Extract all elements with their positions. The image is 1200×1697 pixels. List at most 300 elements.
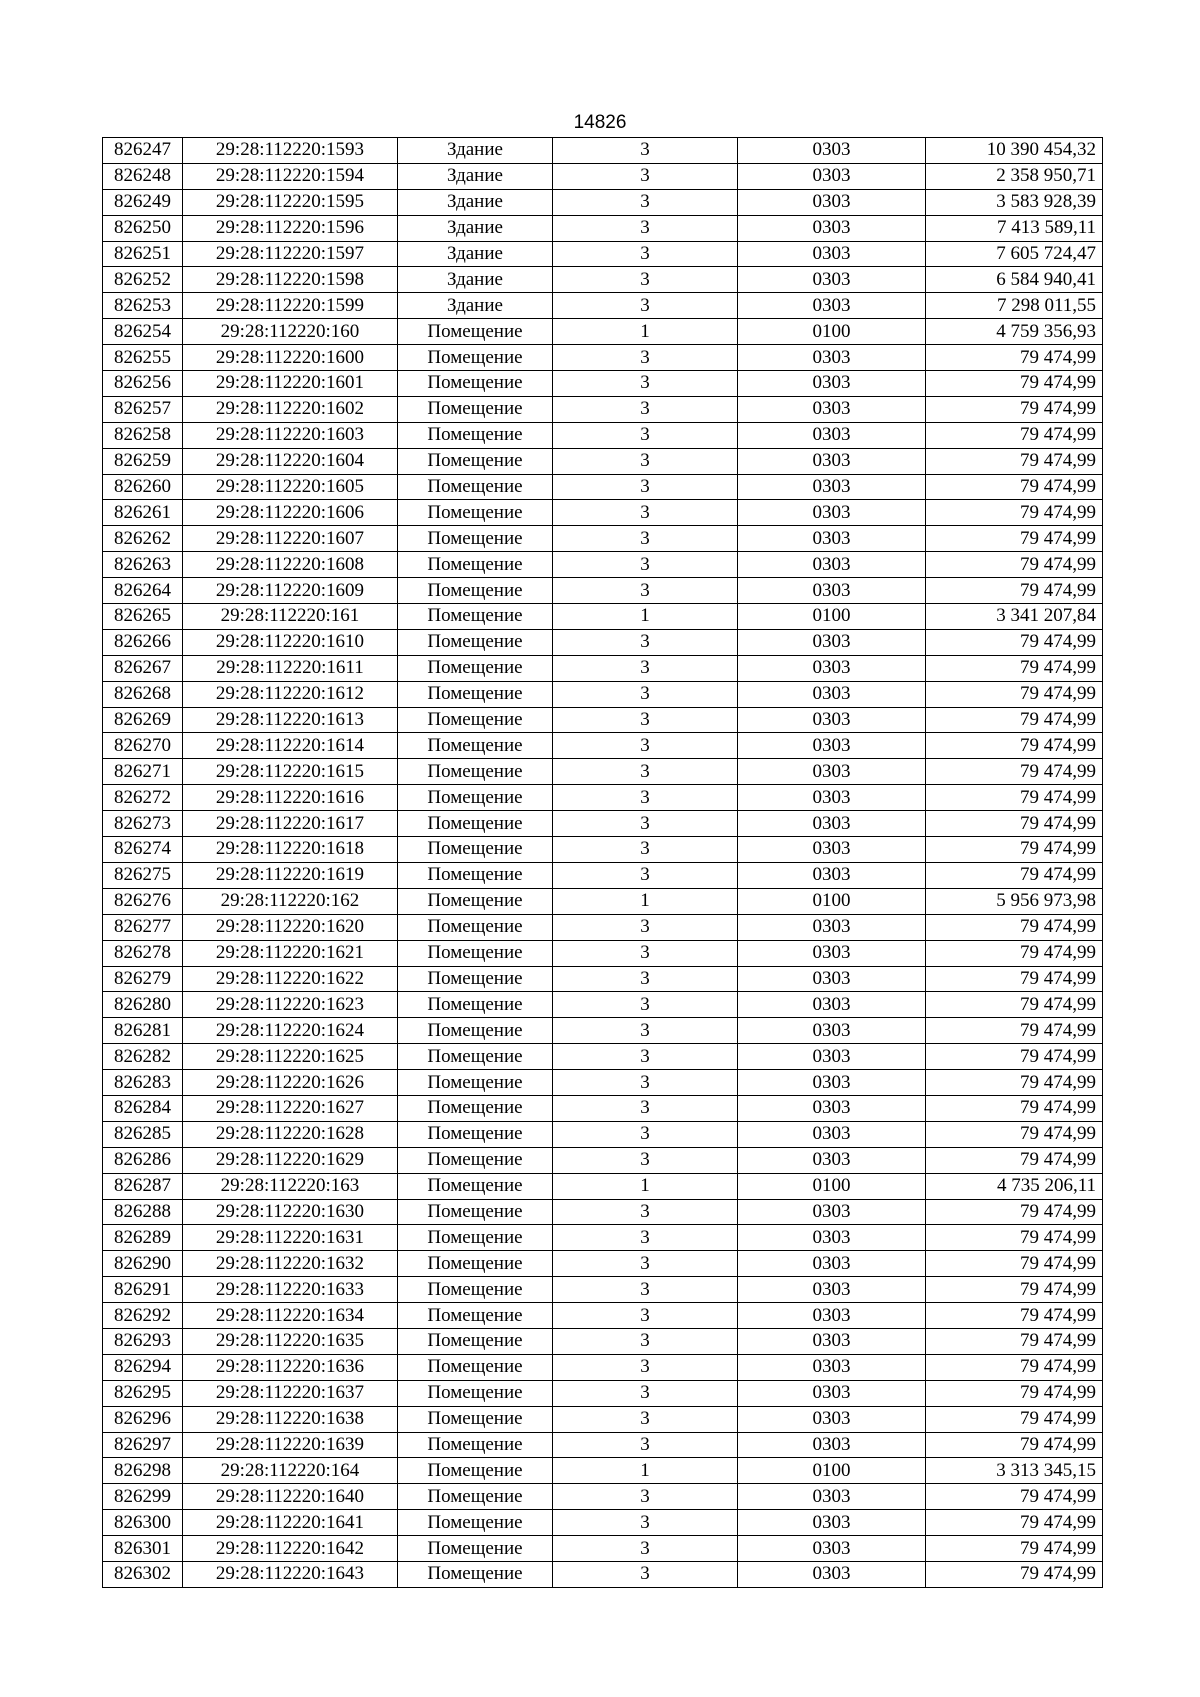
object-type-cell: Помещение bbox=[398, 1225, 553, 1251]
object-type-cell: Помещение bbox=[398, 1354, 553, 1380]
cadastral-value-cell: 3 583 928,39 bbox=[926, 189, 1103, 215]
cadastral-number-cell: 29:28:112220:1594 bbox=[183, 163, 398, 189]
row-number-cell: 826264 bbox=[103, 578, 183, 604]
code-cell: 0303 bbox=[738, 267, 926, 293]
table-row bbox=[103, 293, 1103, 319]
object-type-cell: Помещение bbox=[398, 1328, 553, 1354]
cadastral-number-cell: 29:28:112220:1631 bbox=[183, 1225, 398, 1251]
cadastral-value-cell: 79 474,99 bbox=[926, 940, 1103, 966]
cadastral-value-cell: 79 474,99 bbox=[926, 1328, 1103, 1354]
object-type-cell: Помещение bbox=[398, 448, 553, 474]
cadastral-value-cell: 79 474,99 bbox=[926, 655, 1103, 681]
group-cell: 3 bbox=[553, 189, 738, 215]
cadastral-number-cell: 29:28:112220:1625 bbox=[183, 1044, 398, 1070]
code-cell: 0303 bbox=[738, 241, 926, 267]
row-number-cell: 826298 bbox=[103, 1458, 183, 1484]
table-row bbox=[103, 163, 1103, 189]
code-cell: 0303 bbox=[738, 1147, 926, 1173]
row-number-cell: 826286 bbox=[103, 1147, 183, 1173]
code-cell: 0303 bbox=[738, 215, 926, 241]
cadastral-value-cell: 79 474,99 bbox=[926, 837, 1103, 863]
cadastral-number-cell: 29:28:112220:1614 bbox=[183, 733, 398, 759]
registry-table-body bbox=[103, 138, 1103, 1588]
group-cell: 3 bbox=[553, 1380, 738, 1406]
cadastral-value-cell: 79 474,99 bbox=[926, 1510, 1103, 1536]
code-cell: 0303 bbox=[738, 1199, 926, 1225]
object-type-cell: Помещение bbox=[398, 552, 553, 578]
table-row bbox=[103, 1380, 1103, 1406]
code-cell: 0303 bbox=[738, 1561, 926, 1587]
code-cell: 0303 bbox=[738, 1354, 926, 1380]
table-row bbox=[103, 500, 1103, 526]
group-cell: 3 bbox=[553, 1328, 738, 1354]
group-cell: 3 bbox=[553, 1277, 738, 1303]
object-type-cell: Помещение bbox=[398, 396, 553, 422]
group-cell: 3 bbox=[553, 163, 738, 189]
row-number-cell: 826291 bbox=[103, 1277, 183, 1303]
table-row bbox=[103, 319, 1103, 345]
table-row bbox=[103, 1561, 1103, 1587]
table-row bbox=[103, 1432, 1103, 1458]
cadastral-value-cell: 79 474,99 bbox=[926, 474, 1103, 500]
group-cell: 3 bbox=[553, 1406, 738, 1432]
code-cell: 0303 bbox=[738, 1510, 926, 1536]
object-type-cell: Помещение bbox=[398, 1406, 553, 1432]
row-number-cell: 826275 bbox=[103, 862, 183, 888]
code-cell: 0303 bbox=[738, 707, 926, 733]
table-row bbox=[103, 1070, 1103, 1096]
cadastral-number-cell: 29:28:112220:1610 bbox=[183, 629, 398, 655]
table-row bbox=[103, 1458, 1103, 1484]
group-cell: 3 bbox=[553, 1484, 738, 1510]
group-cell: 1 bbox=[553, 1458, 738, 1484]
table-row bbox=[103, 1303, 1103, 1329]
cadastral-number-cell: 29:28:112220:1599 bbox=[183, 293, 398, 319]
table-row bbox=[103, 422, 1103, 448]
cadastral-value-cell: 79 474,99 bbox=[926, 707, 1103, 733]
row-number-cell: 826277 bbox=[103, 914, 183, 940]
object-type-cell: Помещение bbox=[398, 785, 553, 811]
cadastral-value-cell: 4 759 356,93 bbox=[926, 319, 1103, 345]
table-row bbox=[103, 1225, 1103, 1251]
cadastral-value-cell: 3 341 207,84 bbox=[926, 604, 1103, 630]
table-row bbox=[103, 189, 1103, 215]
group-cell: 3 bbox=[553, 914, 738, 940]
object-type-cell: Здание bbox=[398, 241, 553, 267]
group-cell: 3 bbox=[553, 267, 738, 293]
cadastral-value-cell: 79 474,99 bbox=[926, 785, 1103, 811]
object-type-cell: Помещение bbox=[398, 1251, 553, 1277]
table-row bbox=[103, 138, 1103, 164]
code-cell: 0303 bbox=[738, 785, 926, 811]
row-number-cell: 826262 bbox=[103, 526, 183, 552]
object-type-cell: Помещение bbox=[398, 1536, 553, 1562]
group-cell: 3 bbox=[553, 371, 738, 397]
table-row bbox=[103, 267, 1103, 293]
code-cell: 0303 bbox=[738, 837, 926, 863]
cadastral-number-cell: 29:28:112220:1605 bbox=[183, 474, 398, 500]
cadastral-value-cell: 79 474,99 bbox=[926, 1147, 1103, 1173]
cadastral-number-cell: 29:28:112220:1593 bbox=[183, 138, 398, 164]
row-number-cell: 826248 bbox=[103, 163, 183, 189]
object-type-cell: Помещение bbox=[398, 811, 553, 837]
code-cell: 0303 bbox=[738, 629, 926, 655]
cadastral-number-cell: 29:28:112220:1629 bbox=[183, 1147, 398, 1173]
group-cell: 3 bbox=[553, 1561, 738, 1587]
code-cell: 0303 bbox=[738, 552, 926, 578]
cadastral-value-cell: 7 605 724,47 bbox=[926, 241, 1103, 267]
table-row bbox=[103, 1536, 1103, 1562]
row-number-cell: 826297 bbox=[103, 1432, 183, 1458]
object-type-cell: Здание bbox=[398, 293, 553, 319]
row-number-cell: 826281 bbox=[103, 1018, 183, 1044]
cadastral-number-cell: 29:28:112220:160 bbox=[183, 319, 398, 345]
object-type-cell: Помещение bbox=[398, 1121, 553, 1147]
cadastral-number-cell: 29:28:112220:1624 bbox=[183, 1018, 398, 1044]
cadastral-value-cell: 79 474,99 bbox=[926, 966, 1103, 992]
group-cell: 3 bbox=[553, 681, 738, 707]
row-number-cell: 826268 bbox=[103, 681, 183, 707]
object-type-cell: Здание bbox=[398, 267, 553, 293]
object-type-cell: Помещение bbox=[398, 837, 553, 863]
group-cell: 3 bbox=[553, 215, 738, 241]
cadastral-number-cell: 29:28:112220:1628 bbox=[183, 1121, 398, 1147]
cadastral-value-cell: 10 390 454,32 bbox=[926, 138, 1103, 164]
cadastral-value-cell: 79 474,99 bbox=[926, 1095, 1103, 1121]
code-cell: 0303 bbox=[738, 1484, 926, 1510]
code-cell: 0303 bbox=[738, 1070, 926, 1096]
object-type-cell: Помещение bbox=[398, 526, 553, 552]
table-row bbox=[103, 940, 1103, 966]
cadastral-number-cell: 29:28:112220:1634 bbox=[183, 1303, 398, 1329]
cadastral-number-cell: 29:28:112220:162 bbox=[183, 888, 398, 914]
group-cell: 3 bbox=[553, 345, 738, 371]
cadastral-number-cell: 29:28:112220:1608 bbox=[183, 552, 398, 578]
code-cell: 0303 bbox=[738, 966, 926, 992]
code-cell: 0303 bbox=[738, 1095, 926, 1121]
row-number-cell: 826276 bbox=[103, 888, 183, 914]
table-row bbox=[103, 1121, 1103, 1147]
cadastral-number-cell: 29:28:112220:1626 bbox=[183, 1070, 398, 1096]
row-number-cell: 826270 bbox=[103, 733, 183, 759]
cadastral-number-cell: 29:28:112220:1600 bbox=[183, 345, 398, 371]
group-cell: 3 bbox=[553, 422, 738, 448]
cadastral-number-cell: 29:28:112220:1602 bbox=[183, 396, 398, 422]
object-type-cell: Помещение bbox=[398, 1199, 553, 1225]
object-type-cell: Помещение bbox=[398, 1277, 553, 1303]
cadastral-number-cell: 29:28:112220:1623 bbox=[183, 992, 398, 1018]
cadastral-number-cell: 29:28:112220:1603 bbox=[183, 422, 398, 448]
group-cell: 3 bbox=[553, 138, 738, 164]
group-cell: 3 bbox=[553, 992, 738, 1018]
object-type-cell: Помещение bbox=[398, 759, 553, 785]
code-cell: 0303 bbox=[738, 526, 926, 552]
object-type-cell: Помещение bbox=[398, 604, 553, 630]
code-cell: 0303 bbox=[738, 862, 926, 888]
object-type-cell: Помещение bbox=[398, 914, 553, 940]
object-type-cell: Помещение bbox=[398, 500, 553, 526]
code-cell: 0100 bbox=[738, 319, 926, 345]
code-cell: 0303 bbox=[738, 422, 926, 448]
table-row bbox=[103, 785, 1103, 811]
table-row bbox=[103, 1251, 1103, 1277]
object-type-cell: Помещение bbox=[398, 733, 553, 759]
table-row bbox=[103, 681, 1103, 707]
cadastral-number-cell: 29:28:112220:1617 bbox=[183, 811, 398, 837]
group-cell: 3 bbox=[553, 1070, 738, 1096]
object-type-cell: Помещение bbox=[398, 1484, 553, 1510]
table-row bbox=[103, 992, 1103, 1018]
group-cell: 3 bbox=[553, 1354, 738, 1380]
object-type-cell: Помещение bbox=[398, 1432, 553, 1458]
row-number-cell: 826259 bbox=[103, 448, 183, 474]
table-row bbox=[103, 552, 1103, 578]
table-row bbox=[103, 604, 1103, 630]
object-type-cell: Здание bbox=[398, 138, 553, 164]
code-cell: 0303 bbox=[738, 940, 926, 966]
code-cell: 0303 bbox=[738, 1432, 926, 1458]
cadastral-number-cell: 29:28:112220:1638 bbox=[183, 1406, 398, 1432]
cadastral-number-cell: 29:28:112220:1597 bbox=[183, 241, 398, 267]
cadastral-number-cell: 29:28:112220:1598 bbox=[183, 267, 398, 293]
cadastral-number-cell: 29:28:112220:1618 bbox=[183, 837, 398, 863]
cadastral-value-cell: 79 474,99 bbox=[926, 500, 1103, 526]
row-number-cell: 826288 bbox=[103, 1199, 183, 1225]
code-cell: 0303 bbox=[738, 1536, 926, 1562]
group-cell: 3 bbox=[553, 837, 738, 863]
code-cell: 0303 bbox=[738, 655, 926, 681]
group-cell: 3 bbox=[553, 1044, 738, 1070]
group-cell: 3 bbox=[553, 474, 738, 500]
cadastral-value-cell: 79 474,99 bbox=[926, 552, 1103, 578]
cadastral-number-cell: 29:28:112220:1595 bbox=[183, 189, 398, 215]
cadastral-value-cell: 79 474,99 bbox=[926, 681, 1103, 707]
row-number-cell: 826258 bbox=[103, 422, 183, 448]
table-row bbox=[103, 215, 1103, 241]
object-type-cell: Здание bbox=[398, 215, 553, 241]
group-cell: 3 bbox=[553, 500, 738, 526]
table-row bbox=[103, 888, 1103, 914]
cadastral-number-cell: 29:28:112220:1612 bbox=[183, 681, 398, 707]
table-row bbox=[103, 707, 1103, 733]
cadastral-value-cell: 79 474,99 bbox=[926, 1432, 1103, 1458]
cadastral-value-cell: 5 956 973,98 bbox=[926, 888, 1103, 914]
code-cell: 0100 bbox=[738, 604, 926, 630]
table-row bbox=[103, 1484, 1103, 1510]
table-row bbox=[103, 862, 1103, 888]
cadastral-value-cell: 79 474,99 bbox=[926, 1277, 1103, 1303]
table-row bbox=[103, 1173, 1103, 1199]
object-type-cell: Помещение bbox=[398, 474, 553, 500]
code-cell: 0303 bbox=[738, 1225, 926, 1251]
object-type-cell: Помещение bbox=[398, 1380, 553, 1406]
cadastral-number-cell: 29:28:112220:1641 bbox=[183, 1510, 398, 1536]
object-type-cell: Здание bbox=[398, 189, 553, 215]
table-row bbox=[103, 1328, 1103, 1354]
cadastral-number-cell: 29:28:112220:163 bbox=[183, 1173, 398, 1199]
row-number-cell: 826251 bbox=[103, 241, 183, 267]
cadastral-number-cell: 29:28:112220:1619 bbox=[183, 862, 398, 888]
row-number-cell: 826247 bbox=[103, 138, 183, 164]
cadastral-number-cell: 29:28:112220:1630 bbox=[183, 1199, 398, 1225]
cadastral-number-cell: 29:28:112220:1632 bbox=[183, 1251, 398, 1277]
cadastral-value-cell: 79 474,99 bbox=[926, 914, 1103, 940]
object-type-cell: Помещение bbox=[398, 578, 553, 604]
cadastral-value-cell: 79 474,99 bbox=[926, 371, 1103, 397]
object-type-cell: Помещение bbox=[398, 992, 553, 1018]
object-type-cell: Помещение bbox=[398, 1458, 553, 1484]
code-cell: 0303 bbox=[738, 163, 926, 189]
row-number-cell: 826285 bbox=[103, 1121, 183, 1147]
object-type-cell: Помещение bbox=[398, 345, 553, 371]
group-cell: 3 bbox=[553, 733, 738, 759]
row-number-cell: 826290 bbox=[103, 1251, 183, 1277]
object-type-cell: Помещение bbox=[398, 862, 553, 888]
code-cell: 0303 bbox=[738, 1406, 926, 1432]
table-row bbox=[103, 1354, 1103, 1380]
row-number-cell: 826261 bbox=[103, 500, 183, 526]
object-type-cell: Помещение bbox=[398, 422, 553, 448]
cadastral-number-cell: 29:28:112220:1635 bbox=[183, 1328, 398, 1354]
cadastral-value-cell: 4 735 206,11 bbox=[926, 1173, 1103, 1199]
row-number-cell: 826249 bbox=[103, 189, 183, 215]
row-number-cell: 826295 bbox=[103, 1380, 183, 1406]
code-cell: 0303 bbox=[738, 811, 926, 837]
object-type-cell: Помещение bbox=[398, 1561, 553, 1587]
row-number-cell: 826282 bbox=[103, 1044, 183, 1070]
group-cell: 3 bbox=[553, 811, 738, 837]
object-type-cell: Помещение bbox=[398, 371, 553, 397]
code-cell: 0100 bbox=[738, 1173, 926, 1199]
row-number-cell: 826289 bbox=[103, 1225, 183, 1251]
row-number-cell: 826256 bbox=[103, 371, 183, 397]
row-number-cell: 826266 bbox=[103, 629, 183, 655]
cadastral-value-cell: 3 313 345,15 bbox=[926, 1458, 1103, 1484]
row-number-cell: 826267 bbox=[103, 655, 183, 681]
row-number-cell: 826283 bbox=[103, 1070, 183, 1096]
row-number-cell: 826273 bbox=[103, 811, 183, 837]
cadastral-number-cell: 29:28:112220:1642 bbox=[183, 1536, 398, 1562]
table-row bbox=[103, 578, 1103, 604]
group-cell: 3 bbox=[553, 552, 738, 578]
group-cell: 3 bbox=[553, 293, 738, 319]
row-number-cell: 826250 bbox=[103, 215, 183, 241]
table-row bbox=[103, 526, 1103, 552]
row-number-cell: 826272 bbox=[103, 785, 183, 811]
cadastral-value-cell: 79 474,99 bbox=[926, 1225, 1103, 1251]
row-number-cell: 826263 bbox=[103, 552, 183, 578]
row-number-cell: 826300 bbox=[103, 1510, 183, 1536]
table-row bbox=[103, 1018, 1103, 1044]
cadastral-value-cell: 79 474,99 bbox=[926, 759, 1103, 785]
object-type-cell: Помещение bbox=[398, 1510, 553, 1536]
table-row bbox=[103, 1095, 1103, 1121]
cadastral-number-cell: 29:28:112220:1627 bbox=[183, 1095, 398, 1121]
table-row bbox=[103, 1199, 1103, 1225]
group-cell: 3 bbox=[553, 655, 738, 681]
row-number-cell: 826294 bbox=[103, 1354, 183, 1380]
row-number-cell: 826257 bbox=[103, 396, 183, 422]
cadastral-number-cell: 29:28:112220:1637 bbox=[183, 1380, 398, 1406]
cadastral-value-cell: 79 474,99 bbox=[926, 1070, 1103, 1096]
object-type-cell: Помещение bbox=[398, 629, 553, 655]
object-type-cell: Помещение bbox=[398, 655, 553, 681]
cadastral-value-cell: 79 474,99 bbox=[926, 1406, 1103, 1432]
cadastral-number-cell: 29:28:112220:1596 bbox=[183, 215, 398, 241]
table-row bbox=[103, 655, 1103, 681]
table-row bbox=[103, 241, 1103, 267]
object-type-cell: Помещение bbox=[398, 707, 553, 733]
row-number-cell: 826279 bbox=[103, 966, 183, 992]
row-number-cell: 826260 bbox=[103, 474, 183, 500]
group-cell: 1 bbox=[553, 1173, 738, 1199]
row-number-cell: 826301 bbox=[103, 1536, 183, 1562]
code-cell: 0303 bbox=[738, 1044, 926, 1070]
table-row bbox=[103, 966, 1103, 992]
cadastral-value-cell: 79 474,99 bbox=[926, 345, 1103, 371]
cadastral-value-cell: 7 298 011,55 bbox=[926, 293, 1103, 319]
table-row bbox=[103, 1044, 1103, 1070]
cadastral-number-cell: 29:28:112220:1636 bbox=[183, 1354, 398, 1380]
group-cell: 3 bbox=[553, 707, 738, 733]
code-cell: 0100 bbox=[738, 1458, 926, 1484]
table-row bbox=[103, 371, 1103, 397]
code-cell: 0303 bbox=[738, 578, 926, 604]
row-number-cell: 826255 bbox=[103, 345, 183, 371]
cadastral-number-cell: 29:28:112220:1606 bbox=[183, 500, 398, 526]
cadastral-value-cell: 79 474,99 bbox=[926, 422, 1103, 448]
cadastral-value-cell: 79 474,99 bbox=[926, 1354, 1103, 1380]
code-cell: 0303 bbox=[738, 396, 926, 422]
cadastral-value-cell: 2 358 950,71 bbox=[926, 163, 1103, 189]
code-cell: 0303 bbox=[738, 759, 926, 785]
cadastral-value-cell: 79 474,99 bbox=[926, 1251, 1103, 1277]
row-number-cell: 826284 bbox=[103, 1095, 183, 1121]
group-cell: 3 bbox=[553, 396, 738, 422]
group-cell: 1 bbox=[553, 319, 738, 345]
group-cell: 3 bbox=[553, 1121, 738, 1147]
code-cell: 0100 bbox=[738, 888, 926, 914]
row-number-cell: 826252 bbox=[103, 267, 183, 293]
group-cell: 3 bbox=[553, 966, 738, 992]
group-cell: 3 bbox=[553, 1510, 738, 1536]
code-cell: 0303 bbox=[738, 1303, 926, 1329]
group-cell: 3 bbox=[553, 1303, 738, 1329]
cadastral-number-cell: 29:28:112220:161 bbox=[183, 604, 398, 630]
code-cell: 0303 bbox=[738, 1251, 926, 1277]
group-cell: 3 bbox=[553, 1095, 738, 1121]
cadastral-value-cell: 79 474,99 bbox=[926, 733, 1103, 759]
cadastral-number-cell: 29:28:112220:1607 bbox=[183, 526, 398, 552]
object-type-cell: Помещение bbox=[398, 966, 553, 992]
cadastral-number-cell: 29:28:112220:164 bbox=[183, 1458, 398, 1484]
registry-table bbox=[102, 137, 1103, 1588]
group-cell: 3 bbox=[553, 1225, 738, 1251]
table-row bbox=[103, 837, 1103, 863]
group-cell: 3 bbox=[553, 629, 738, 655]
cadastral-value-cell: 79 474,99 bbox=[926, 629, 1103, 655]
table-row bbox=[103, 1147, 1103, 1173]
cadastral-number-cell: 29:28:112220:1622 bbox=[183, 966, 398, 992]
group-cell: 3 bbox=[553, 1018, 738, 1044]
group-cell: 3 bbox=[553, 448, 738, 474]
cadastral-number-cell: 29:28:112220:1621 bbox=[183, 940, 398, 966]
code-cell: 0303 bbox=[738, 1277, 926, 1303]
cadastral-number-cell: 29:28:112220:1640 bbox=[183, 1484, 398, 1510]
code-cell: 0303 bbox=[738, 371, 926, 397]
object-type-cell: Помещение bbox=[398, 1147, 553, 1173]
table-row bbox=[103, 914, 1103, 940]
